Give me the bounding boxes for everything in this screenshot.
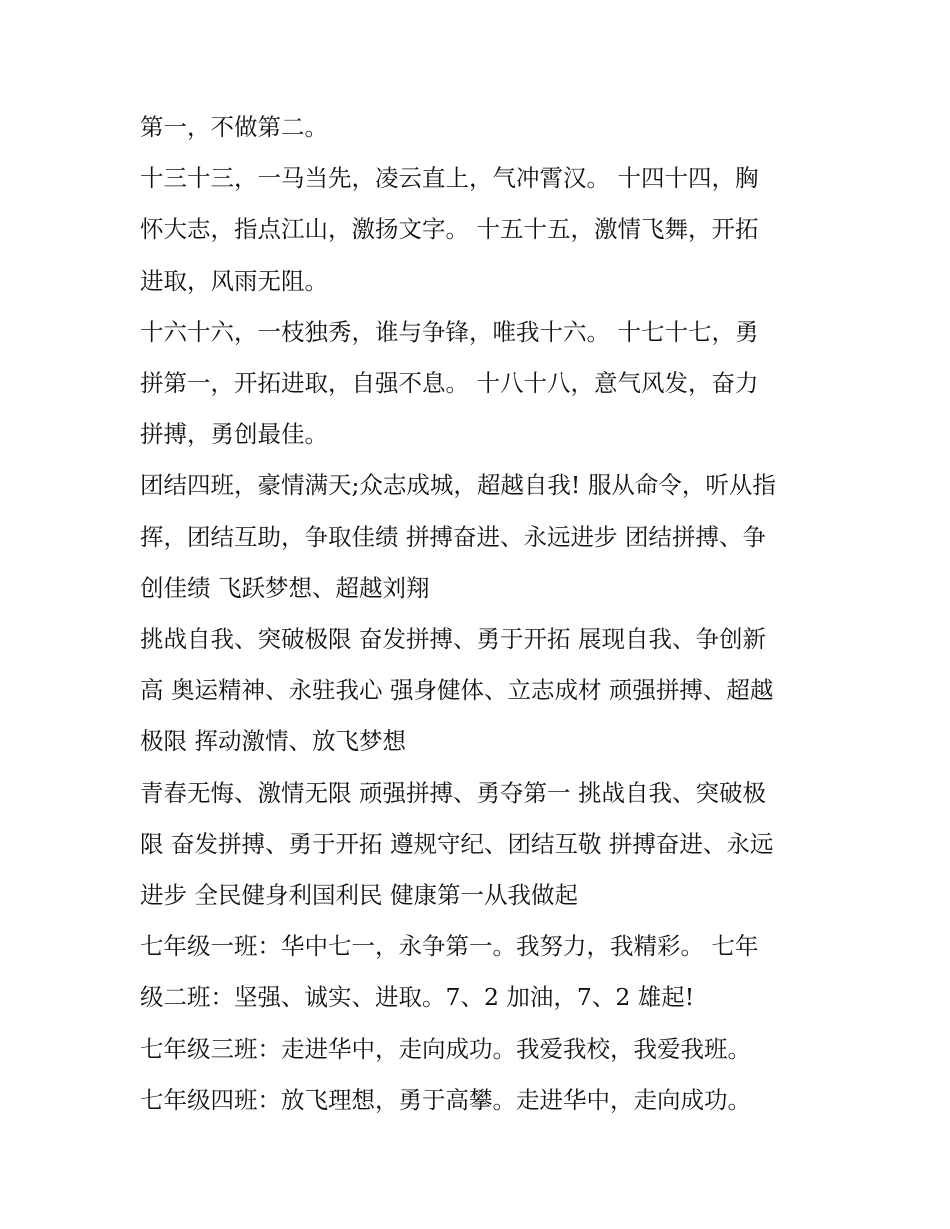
text-line: 拼第一，开拓进取，自强不息。 十八十八，意气风发，奋力 <box>140 369 759 398</box>
text-line: 限 奋发拼搏、勇于开拓 遵规守纪、团结互敬 拼搏奋进、永远 <box>140 829 774 858</box>
text-line: 极限 挥动激情、放飞梦想 <box>140 727 406 756</box>
paragraph-6 <box>140 768 820 922</box>
text-line: 第一，不做第二。 <box>140 113 328 141</box>
paragraph-4 <box>140 460 820 614</box>
text-line: 进取，风雨无阻。 <box>140 266 328 295</box>
text-line: 团结四班，豪情满天;众志成城，超越自我! 服从命令，听从指 <box>140 471 776 500</box>
text-line: 七年级三班：走进华中，走向成功。我爱我校，我爱我班。 <box>140 1034 751 1063</box>
text-line: 挥，团结互助，争取佳绩 拼搏奋进、永远进步 团结拼搏、争 <box>140 522 766 551</box>
text-line: 进步 全民健身利国利民 健康第一从我做起 <box>140 881 578 910</box>
text-line: 青春无悔、激情无限 顽强拼搏、勇夺第一 挑战自我、突破极 <box>140 778 766 807</box>
paragraph-7 <box>140 921 820 1023</box>
paragraph-1 <box>140 102 820 153</box>
text-line: 挑战自我、突破极限 奋发拼搏、勇于开拓 展现自我、争创新 <box>140 625 766 654</box>
document-body <box>140 102 820 1126</box>
text-line: 级二班：坚强、诚实、进取。7、2 加油，7、2 雄起! <box>140 983 695 1012</box>
text-line: 高 奥运精神、永驻我心 强身健体、立志成材 顽强拼搏、超越 <box>140 676 774 705</box>
text-line: 七年级一班：华中七一，永争第一。我努力，我精彩。 七年 <box>140 932 759 961</box>
text-line: 十三十三，一马当先，凌云直上，气冲霄汉。 十四十四，胸 <box>140 164 759 193</box>
text-line: 创佳绩 飞跃梦想、超越刘翔 <box>140 573 430 602</box>
text-line: 七年级四班：放飞理想，勇于高攀。走进华中，走向成功。 <box>140 1085 751 1114</box>
text-line: 十六十六，一枝独秀，谁与争锋，唯我十六。 十七十七，勇 <box>140 317 759 346</box>
paragraph-9 <box>140 1075 820 1126</box>
paragraph-3 <box>140 307 820 461</box>
paragraph-2 <box>140 153 820 307</box>
paragraph-8 <box>140 1024 820 1075</box>
text-line: 拼搏，勇创最佳。 <box>140 420 328 449</box>
paragraph-5 <box>140 614 820 768</box>
text-line: 怀大志，指点江山，激扬文字。 十五十五，激情飞舞，开拓 <box>140 215 759 244</box>
